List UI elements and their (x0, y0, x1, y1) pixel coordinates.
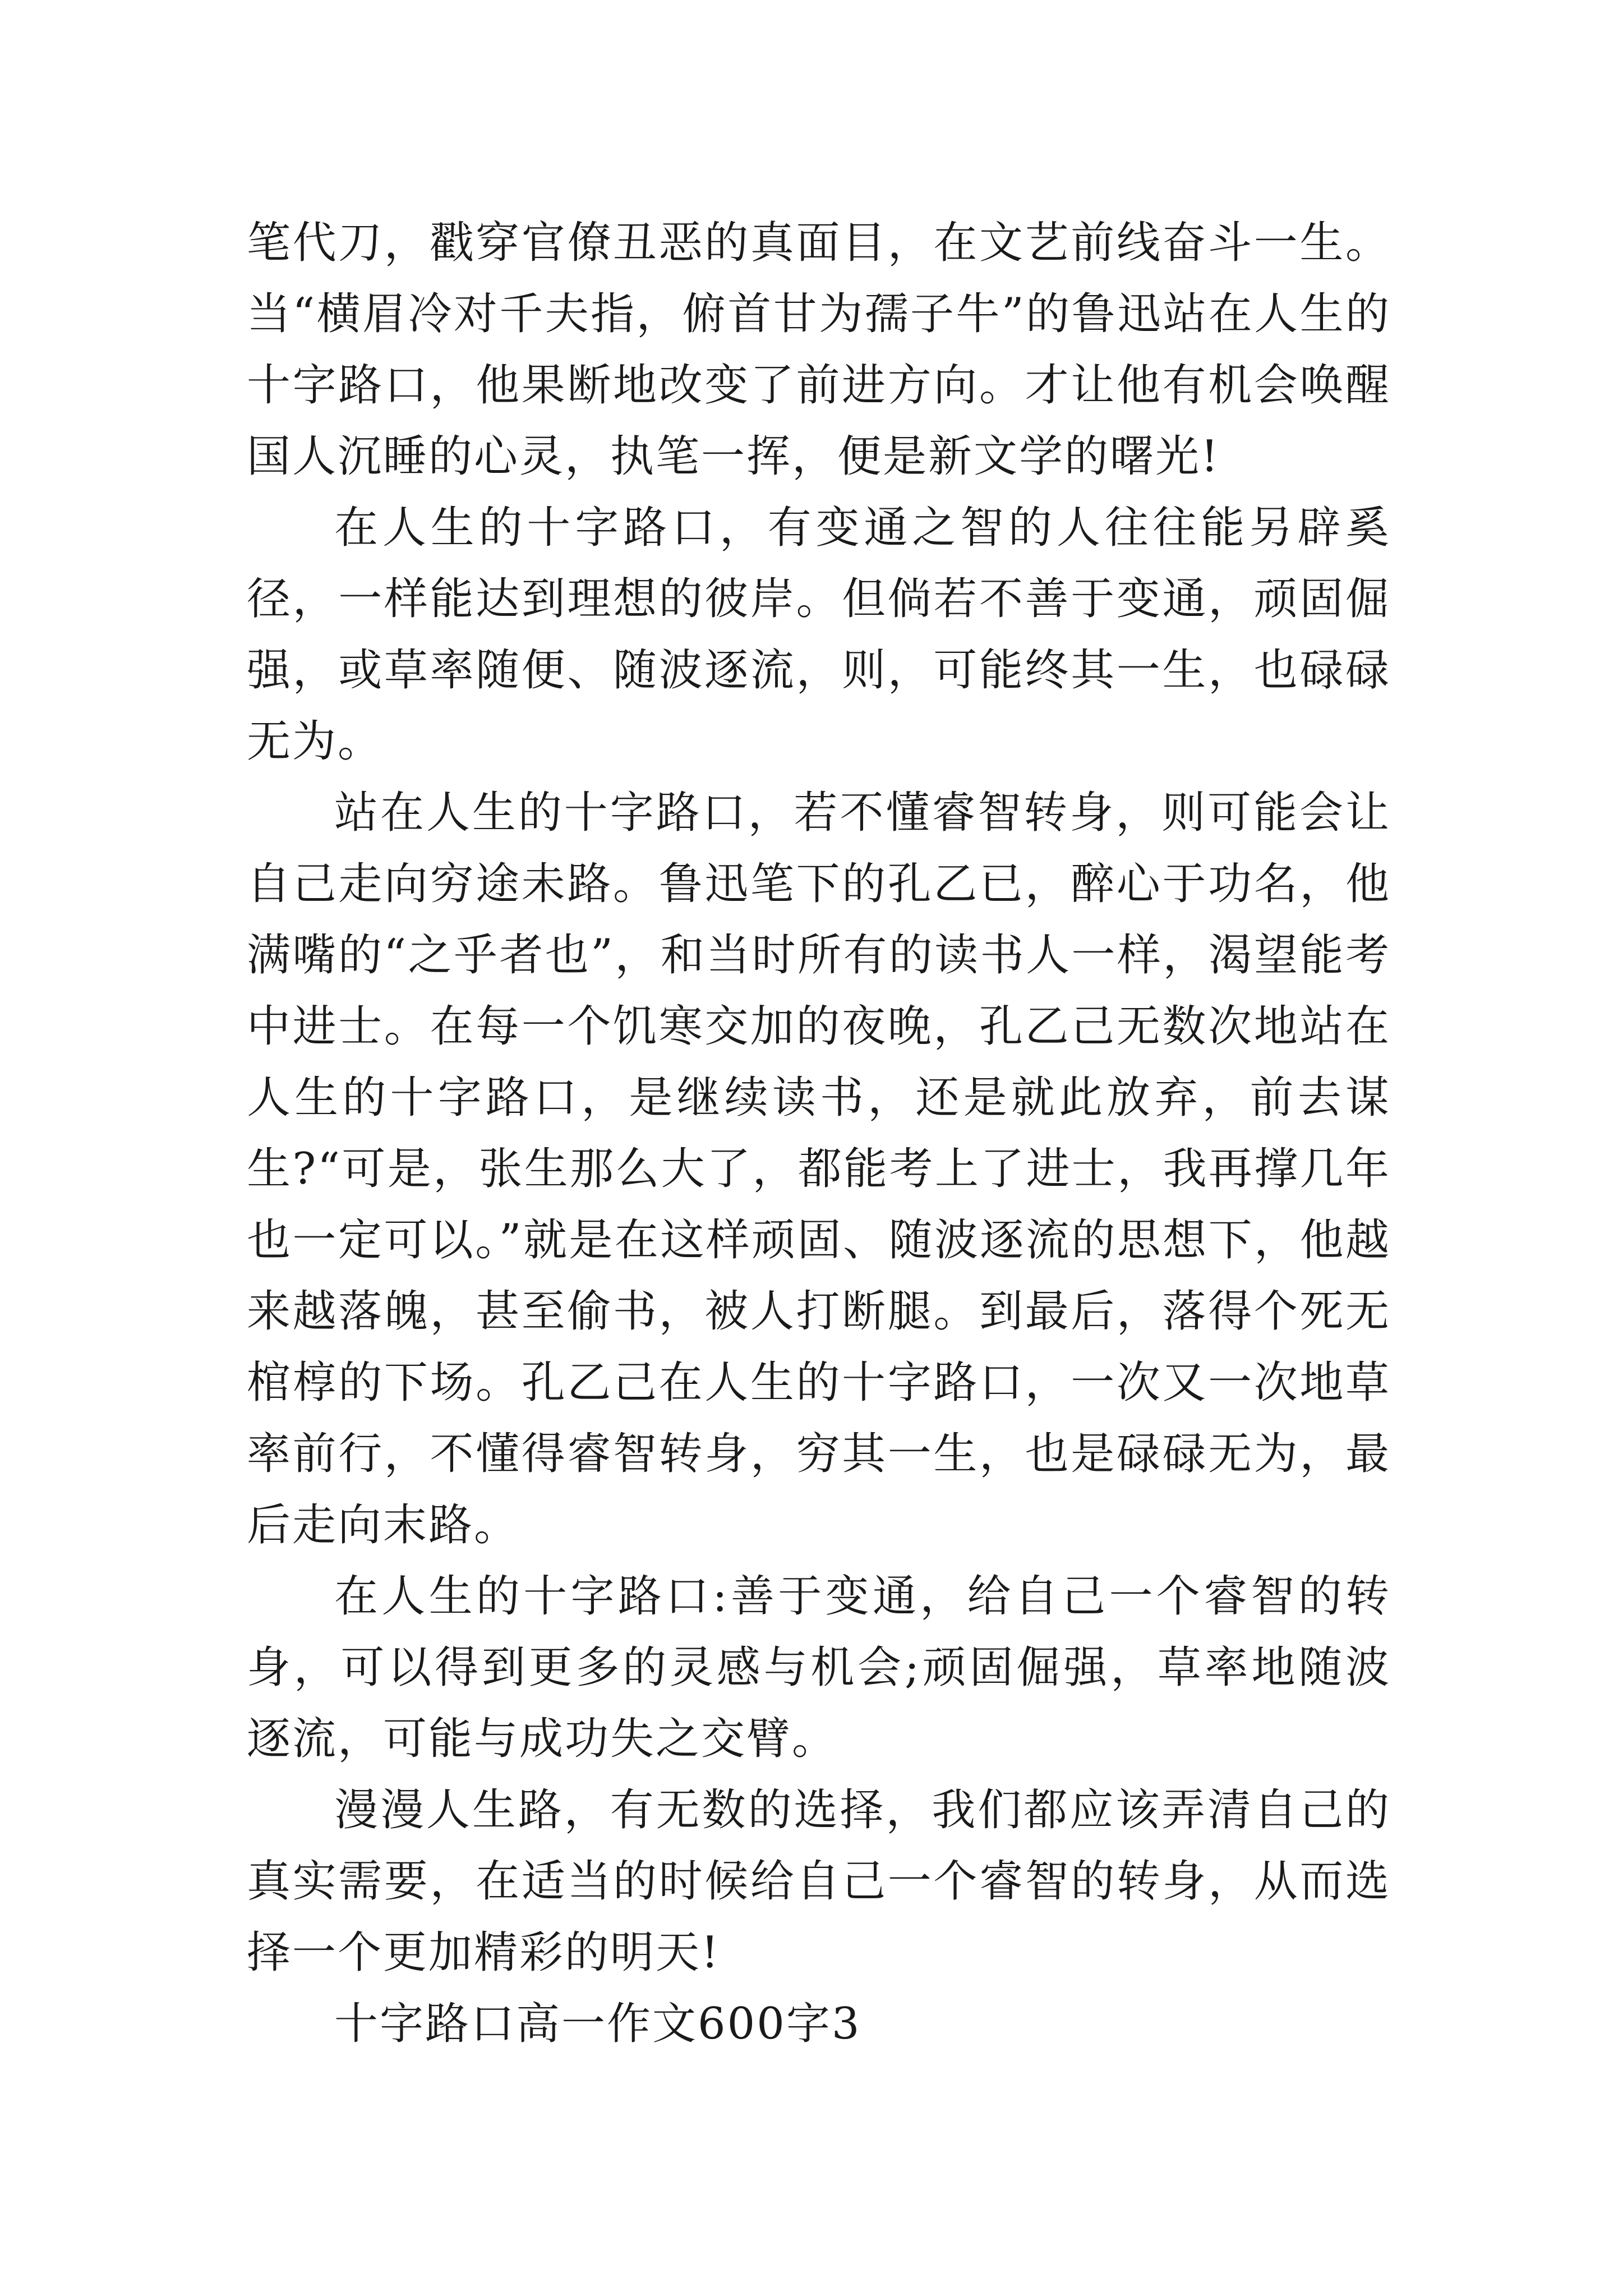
paragraph-5: 漫漫人生路，有无数的选择，我们都应该弄清自己的真实需要，在适当的时候给自己一个睿智的转身，从而选择一个更加精彩的明天! (247, 1785, 1391, 1978)
essay-body (247, 208, 1391, 2060)
paragraph-4: 在人生的十字路口:善于变通，给自己一个睿智的转身，可以得到更多的灵感与机会;顽固倔强，草率地随波逐流，可能与成功失之交臂。 (247, 1571, 1391, 1764)
paragraph-2: 在人生的十字路口，有变通之智的人往往能另辟奚径，一样能达到理想的彼岸。但倘若不善于变通，顽固倔强，或草率随便、随波逐流，则，可能终其一生，也碌碌无为。 (247, 503, 1391, 767)
next-essay-heading: 十字路口高一作文600字3 (334, 1999, 861, 2049)
paragraph-continued: 笔代刀，戳穿官僚丑恶的真面目，在文艺前线奋斗一生。当“横眉冷对千夫指，俯首甘为孺子牛”的鲁迅站在人生的十字路口，他果断地改变了前进方向。才让他有机会唤醒国人沉睡的心灵，执笔一挥，便是新文学的曙光! (247, 218, 1391, 482)
paragraph-3: 站在人生的十字路口，若不懂睿智转身，则可能会让自己走向穷途未路。鲁迅笔下的孔乙已，醉心于功名，他满嘴的“之乎者也”，和当时所有的读书人一样，渴望能考中进士。在每一个饥寒交加的夜晚，孔乙己无数次地站在人生的十字路口，是继续读书，还是就此放弃，前去谋生?“可是，张生那么大了，都能考上了进士，我再撑几年也一定可以。”就是在这样顽固、随波逐流的思想下，他越来越落魄，甚至偷书，被人打断腿。到最后，落得个死无棺椁的下场。孔乙己在人生的十字路口，一次又一次地草率前行，不懂得睿智转身，穷其一生，也是碌碌无为，最后走向末路。 (247, 788, 1391, 1550)
